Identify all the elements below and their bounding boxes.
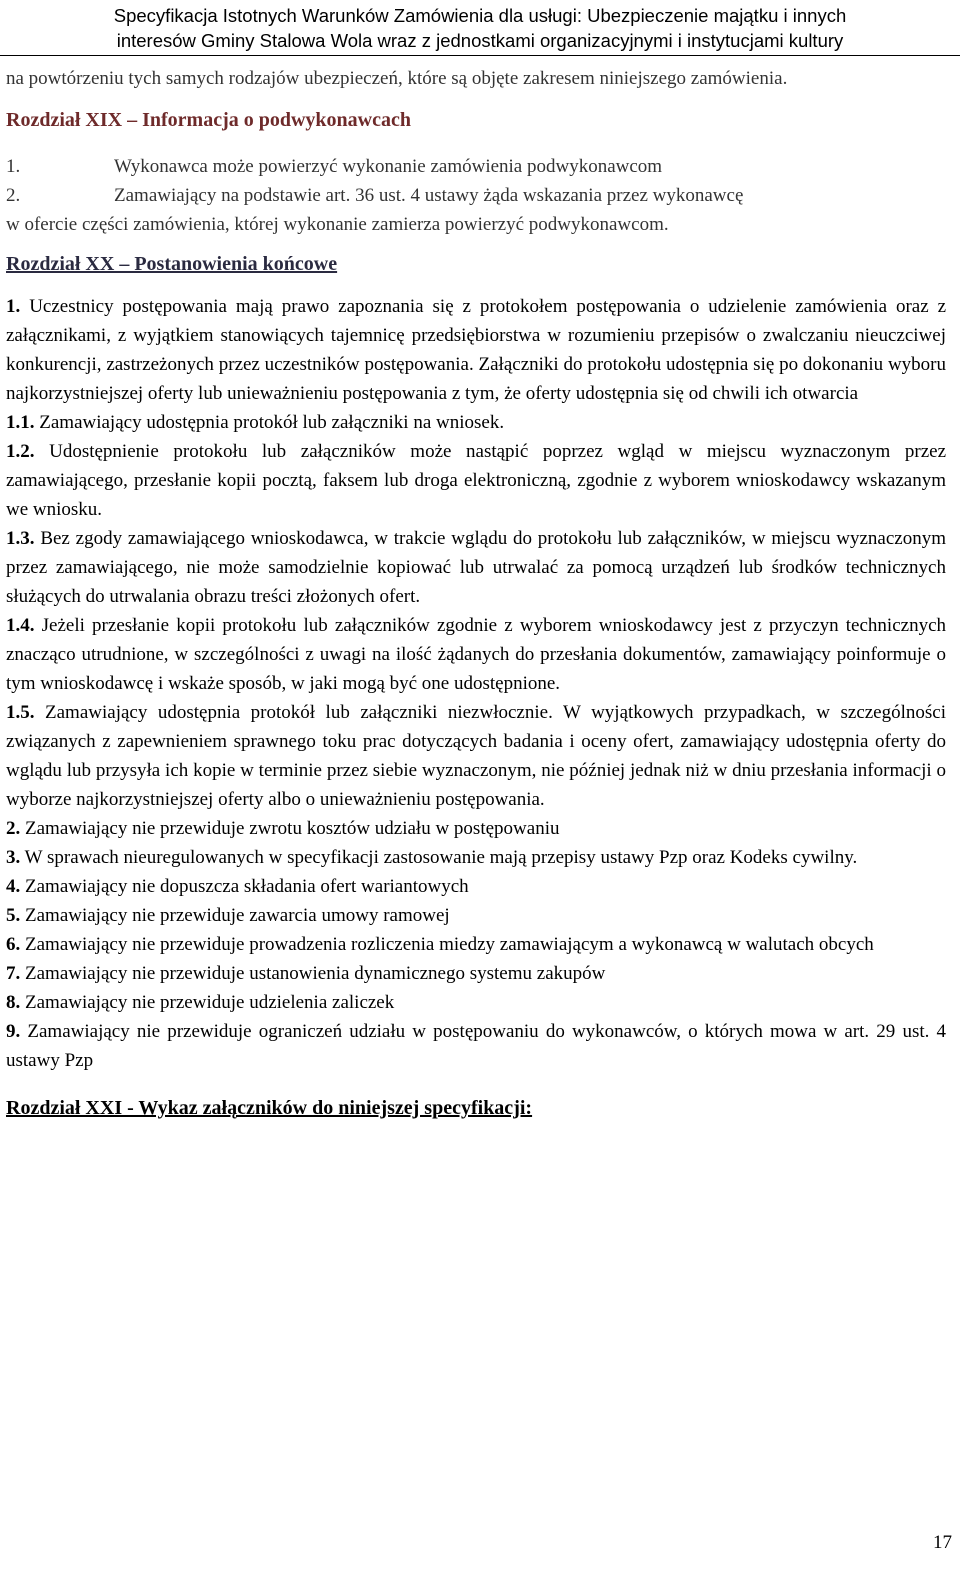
xx-item-1-text: Uczestnicy postępowania mają prawo zapoznania się z protokołem postępowania o udzielenie zamówienia oraz z załącznikami, z wyjątkiem stanowiących tajemnicę przedsiębiorstwa w rozumieniu przepisów o zwalczaniu nieuczciwej konkurencji, zastrzeżonych przez uczestników postępowania. Załączniki do protokołu udostępnia się po dokonaniu wyboru najkorzystniejszej oferty lub unieważnieniu postępowania z tym, że oferty udostępnia się od chwili ich otwarcia bbox=[6, 296, 947, 404]
header-line-2: interesów Gminy Stalowa Wola wraz z jednostkami organizacyjnymi i instytucjami kultury bbox=[116, 30, 844, 51]
xx-item-6 bbox=[6, 930, 946, 959]
xix-item-2-text: Zamawiający na podstawie art. 36 ust. 4 ustawy żąda wskazania przez wykonawcę bbox=[114, 185, 744, 206]
xx-item-3-text: W sprawach nieuregulowanych w specyfikacji zastosowanie mają przepisy ustawy Pzp oraz Kodeks cywilny. bbox=[24, 847, 858, 868]
xx-item-7-text: Zamawiający nie przewiduje ustanowienia dynamicznego systemu zakupów bbox=[25, 963, 606, 984]
page-header bbox=[0, 0, 960, 56]
xx-item-7 bbox=[6, 959, 946, 988]
chapter-xx-title: Rozdział XX – Postanowienia końcowe bbox=[6, 253, 338, 275]
xx-item-3 bbox=[6, 843, 946, 872]
xix-item-1-number: 1. bbox=[6, 156, 21, 177]
page-number: 17 bbox=[933, 1532, 952, 1553]
xx-item-9-text: Zamawiający nie przewiduje ograniczeń udziału w postępowaniu do wykonawców, o których mowa w art. 29 ust. 4 ustawy Pzp bbox=[6, 1021, 947, 1071]
xx-item-1-3 bbox=[6, 524, 946, 611]
xx-item-1-1-text: Zamawiający udostępnia protokół lub załączniki na wniosek. bbox=[39, 412, 505, 433]
xx-item-8-number: 8. bbox=[6, 992, 21, 1013]
chapter-xxi-title: Rozdział XXI - Wykaz załączników do niniejszej specyfikacji: bbox=[6, 1097, 533, 1119]
xx-item-1-5-text: Zamawiający udostępnia protokół lub załączniki niezwłocznie. W wyjątkowych przypadkach, w szczególności związanych z zapewnieniem sprawnego toku prac dotyczących badania i oceny ofert, zamawiający udostępnia oferty do wglądu lub przysyła ich kopie w terminie przez siebie wyznaczonym, nie później jednak niż w dniu przesłania informacji o wyborze najkorzystniejszej oferty albo o unieważnieniu postępowania. bbox=[6, 702, 946, 810]
xx-item-1-1-number: 1.1. bbox=[6, 412, 35, 433]
xx-item-2 bbox=[6, 814, 946, 843]
xx-item-5 bbox=[6, 901, 946, 930]
xx-item-1-number: 1. bbox=[6, 296, 21, 317]
xx-item-1-2-number: 1.2. bbox=[6, 441, 35, 462]
xx-item-6-number: 6. bbox=[6, 934, 21, 955]
xx-item-1-4 bbox=[6, 611, 946, 698]
xx-item-1-4-number: 1.4. bbox=[6, 615, 35, 636]
xx-item-4-text: Zamawiający nie dopuszcza składania ofert wariantowych bbox=[25, 876, 469, 897]
xx-item-1-1 bbox=[6, 408, 946, 437]
xx-item-4-number: 4. bbox=[6, 876, 21, 897]
xx-item-1-3-text: Bez zgody zamawiającego wnioskodawca, w trakcie wglądu do protokołu lub załączników, w miejscu wyznaczonym przez zamawiającego, nie może samodzielnie kopiować lub utrwalać za pomocą urządzeń lub środków technicznych służących do utrwalania obrazu treści złożonych ofert. bbox=[6, 528, 946, 607]
page-content bbox=[6, 64, 946, 1123]
xx-item-4 bbox=[6, 872, 946, 901]
xix-item-1 bbox=[6, 152, 946, 181]
xx-item-8 bbox=[6, 988, 946, 1017]
xx-item-1-2-text: Udostępnienie protokołu lub załączników może nastąpić poprzez wgląd w miejscu wyznaczonym przez zamawiającego, przesłanie kopii pocztą, faksem lub droga elektroniczną, zgodnie z wyborem wnioskodawcy wskazanym we wniosku. bbox=[6, 441, 947, 520]
xx-item-5-number: 5. bbox=[6, 905, 21, 926]
xix-item-1-text: Wykonawca może powierzyć wykonanie zamówienia podwykonawcom bbox=[114, 156, 663, 177]
xx-item-1-5-number: 1.5. bbox=[6, 702, 35, 723]
xx-item-8-text: Zamawiający nie przewiduje udzielenia zaliczek bbox=[25, 992, 395, 1013]
xix-item-2-continuation: w ofercie części zamówienia, której wykonanie zamierza powierzyć podwykonawcom. bbox=[6, 214, 669, 235]
xx-item-9-number: 9. bbox=[6, 1021, 21, 1042]
xx-item-1-5 bbox=[6, 698, 946, 814]
intro-paragraph: na powtórzeniu tych samych rodzajów ubezpieczeń, które są objęte zakresem niniejszego zamówienia. bbox=[6, 68, 788, 89]
xx-item-1-4-text: Jeżeli przesłanie kopii protokołu lub załączników zgodnie z wyborem wnioskodawcy jest z przyczyn technicznych znacząco utrudnione, w szczególności z uwagi na ilość żądanych do przesłania dokumentów, zamawiający poinformuje o tym wnioskodawcę i wskaże sposób, w jaki mogą być one udostępnione. bbox=[6, 615, 947, 694]
xx-item-5-text: Zamawiający nie przewiduje zawarcia umowy ramowej bbox=[25, 905, 450, 926]
xx-item-9 bbox=[6, 1017, 946, 1075]
xx-item-3-number: 3. bbox=[6, 847, 21, 868]
header-line-1: Specyfikacja Istotnych Warunków Zamówienia dla usługi: Ubezpieczenie majątku i innych bbox=[113, 5, 847, 26]
xx-item-1 bbox=[6, 292, 946, 408]
chapter-xix-title: Rozdział XIX – Informacja o podwykonawcach bbox=[6, 109, 411, 131]
xx-item-2-text: Zamawiający nie przewiduje zwrotu kosztów udziału w postępowaniu bbox=[25, 818, 560, 839]
xx-item-6-text: Zamawiający nie przewiduje prowadzenia rozliczenia miedzy zamawiającym a wykonawcą w walutach obcych bbox=[25, 934, 874, 955]
xix-item-2-number: 2. bbox=[6, 185, 21, 206]
xx-item-7-number: 7. bbox=[6, 963, 21, 984]
xx-item-1-3-number: 1.3. bbox=[6, 528, 35, 549]
xx-item-2-number: 2. bbox=[6, 818, 21, 839]
xix-item-2 bbox=[6, 181, 946, 210]
xx-item-1-2 bbox=[6, 437, 946, 524]
